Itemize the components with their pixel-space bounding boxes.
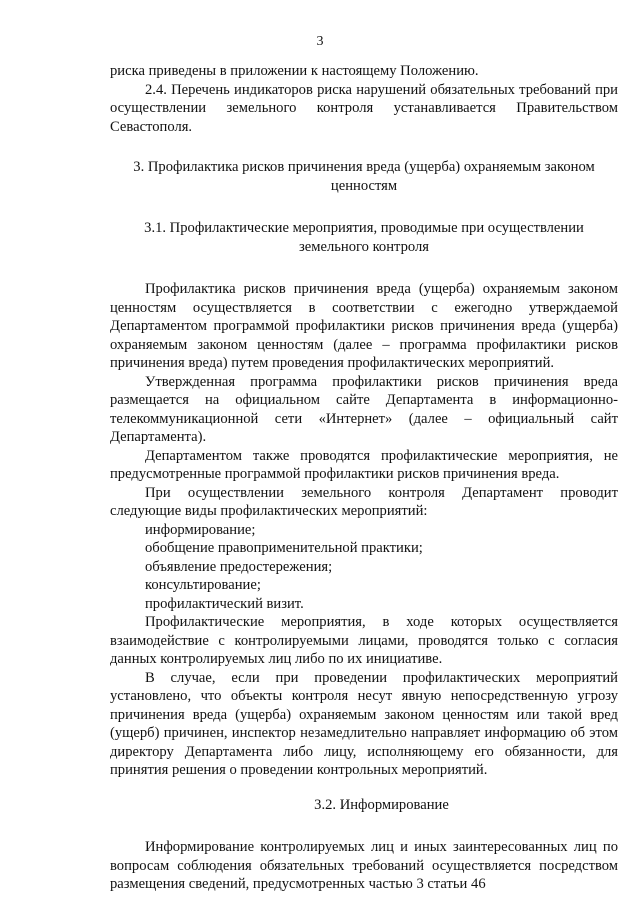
paragraph: Информирование контролируемых лиц и иных заинтересованных лиц по вопросам соблюдения обязательных требований осуществляется посредством размещения сведений, предусмотренных частью 3 статьи 46 bbox=[110, 839, 618, 892]
list-item: обобщение правоприменительной практики; bbox=[145, 540, 423, 556]
paragraph-continuation: риска приведены в приложении к настоящему Положению. bbox=[110, 63, 479, 79]
prevention-measures-list bbox=[110, 521, 618, 614]
list-item: профилактический визит. bbox=[145, 595, 304, 612]
document-body bbox=[110, 62, 618, 894]
list-item: информирование; bbox=[145, 521, 256, 538]
paragraph: Департаментом также проводятся профилактические мероприятия, не предусмотренные программой профилактики рисков причинения вреда. bbox=[110, 447, 618, 482]
paragraph: Профилактика рисков причинения вреда (ущерба) охраняемым законом ценностям осуществляется в соответствии с ежегодно утверждаемой Департаментом программой профилактики рисков причинения вреда (ущерба) охраняемым законом ценностям (далее – программа профилактики рисков причинения вреда) путем проведения профилактических мероприятий. bbox=[110, 281, 618, 371]
paragraph-2-4: 2.4. Перечень индикаторов риска нарушений обязательных требований при осуществлении земельного контроля устанавливается Правительством Севастополя. bbox=[110, 81, 618, 135]
list-item: объявление предостережения; bbox=[145, 558, 333, 575]
subsection-3-2-heading: 3.2. Информирование bbox=[314, 796, 449, 813]
paragraph: Утвержденная программа профилактики рисков причинения вреда размещается на официальном сайте Департамента в информационно-телекоммуникационной сети «Интернет» (далее – официальный сайт Департамента). bbox=[110, 373, 618, 445]
subsection-3-1-heading: 3.1. Профилактические мероприятия, проводимые при осуществлении земельного контроля bbox=[144, 220, 584, 255]
paragraph: Профилактические мероприятия, в ходе которых осуществляется взаимодействие с контролируемыми лицами, проводятся только с согласия данных контролируемых лиц либо по их инициативе. bbox=[110, 614, 618, 667]
section-3-heading: 3. Профилактика рисков причинения вреда (ущерба) охраняемым законом ценностям bbox=[133, 159, 595, 194]
page-number: 3 bbox=[316, 34, 324, 49]
paragraph: В случае, если при проведении профилактических мероприятий установлено, что объекты контроля несут явную непосредственную угрозу причинения вреда (ущерба) охраняемым законом ценностям или такой вред (ущерб) причинен, инспектор незамедлительно направляет информацию об этом директору Департамента либо лицу, исполняющему его обязанности, для принятия решения о проведении контрольных мероприятий. bbox=[110, 669, 618, 778]
paragraph: При осуществлении земельного контроля Департамент проводит следующие виды профилактических мероприятий: bbox=[110, 484, 618, 519]
list-item: консультирование; bbox=[145, 577, 261, 593]
